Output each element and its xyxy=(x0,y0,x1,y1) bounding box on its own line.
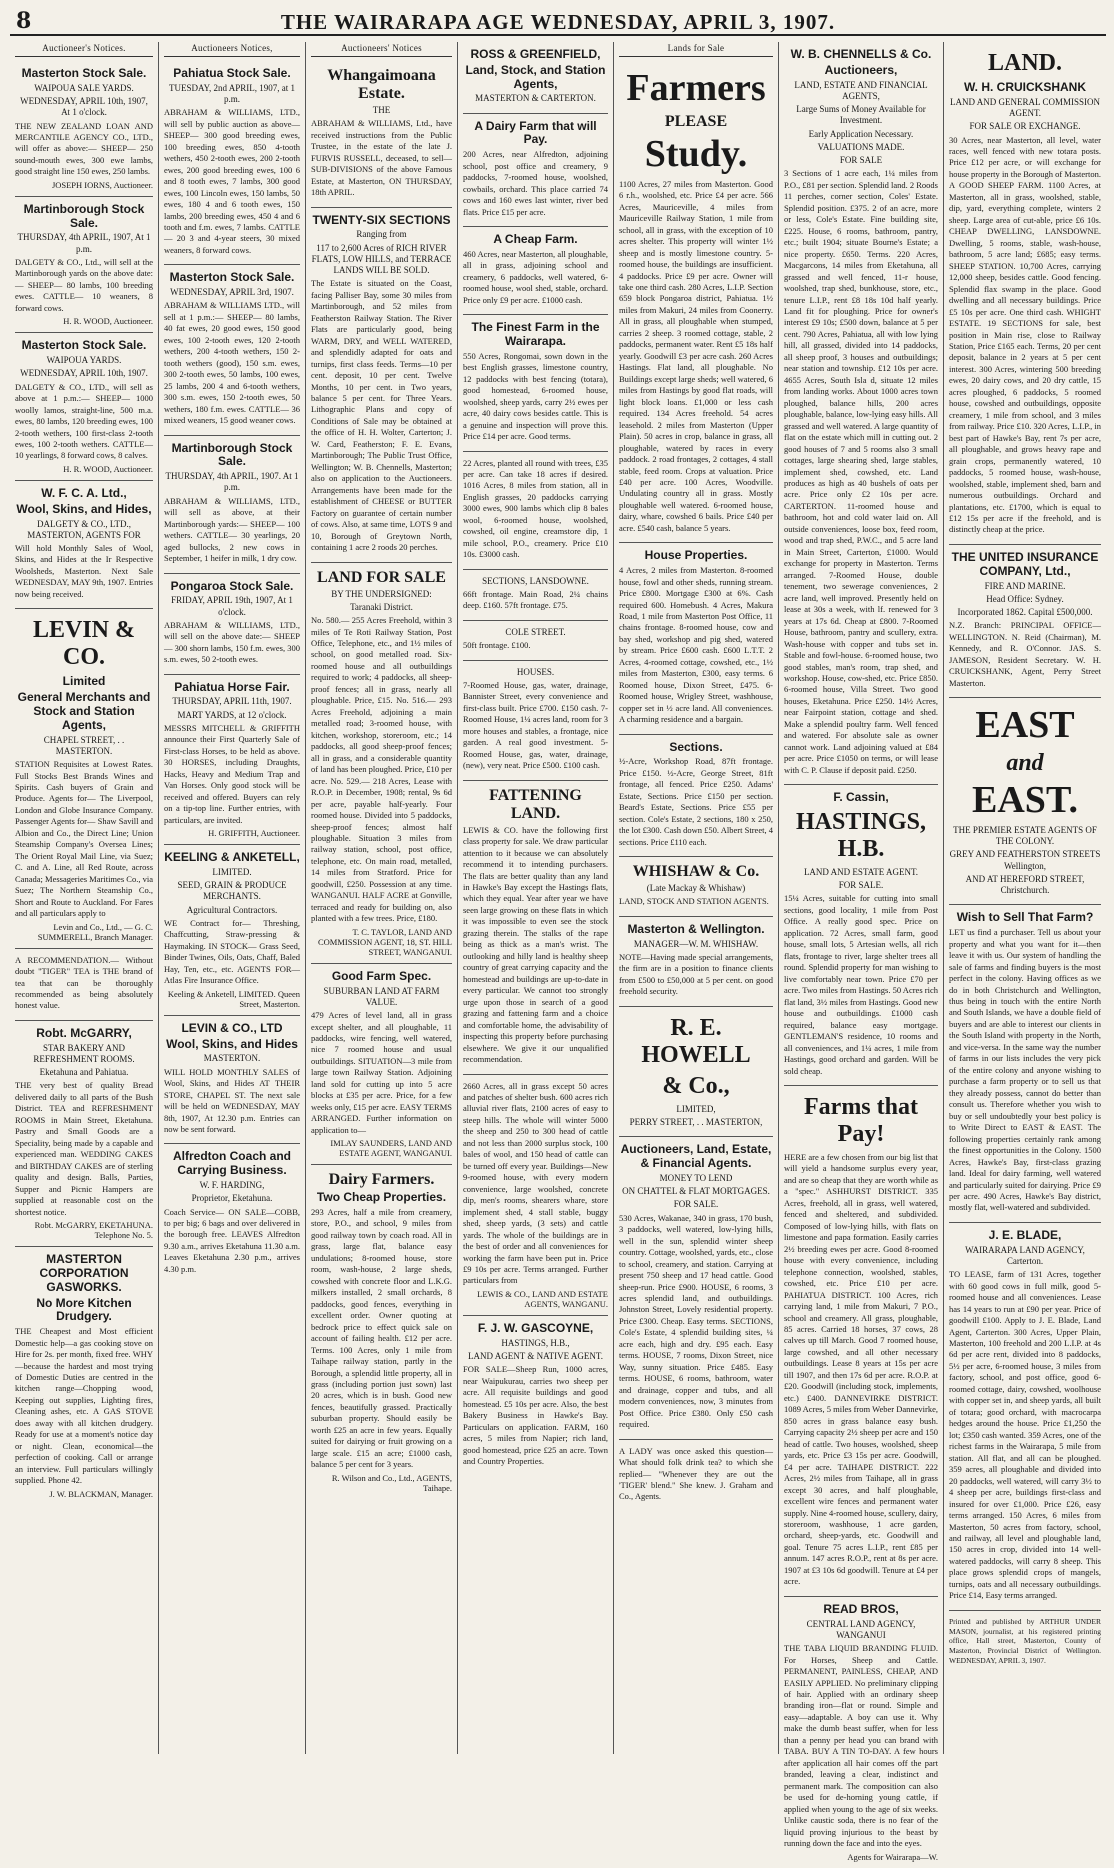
ad-body-text: Will hold Monthly Sales of Wool, Skins, and Hides at the Ir Respective Woolsheds, Masterton. Next Sale WEDNESDAY, MAY 9th, 1907. Entries now being received. xyxy=(15,543,153,599)
ad-body-text: THE very best of quality Bread delivered daily to all parts of the Bush District. TEA and REFRESHMENT ROOMS in Main Street, Eketahuna. Pastry and Small Goods are a Speciality, being made by a capable and experienced man. WEDDING CAKES and BIRTHDAY CAKES are of sterling quality and design. Balls, Parties, Supper and Picnic Hampers are supplied at reasonable cost on the shortest notice. xyxy=(15,1080,153,1217)
ad-subline: FOR SALE xyxy=(839,155,883,166)
advertisement xyxy=(463,781,608,1075)
advertisement xyxy=(15,61,153,197)
advertisement xyxy=(164,574,300,675)
advertisement xyxy=(463,1316,608,1476)
ad-heading: Pahiatua Stock Sale. xyxy=(173,66,291,80)
masthead xyxy=(10,6,1106,36)
ad-body-text: ABRAHAM & WILLIAMS LTD., will sell at 1 p.m.:— SHEEP— 80 lambs, 40 fat ewes, 20 good ewes, 150 good ewes, 100 2-tooth ewes, 120 2-tooth wethers, 200 4-tooth wethers, 150 2-tooth wethers (good), 150 s.m. ewes, 300 2-tooth ewes, 50 lambs, 100 ewes, 25 lambs, 200 4 and 6-tooth wethers, 300 s.m. ewes, 150 2-tooth ewes, 50 wethers, 180 f.m. ewes. CATTLE— 36 mixed weaners, 15 good weaner cows. xyxy=(164,300,300,426)
ad-signature: LEWIS & CO., LAND AND ESTATE AGENTS, WANGANU. xyxy=(477,1288,608,1309)
ad-heading: MASTERTON CORPORATION GASWORKS. xyxy=(39,1252,129,1294)
ad-subline: PERRY STREET, . . MASTERTON, xyxy=(629,1117,763,1128)
advertisement xyxy=(784,1597,938,1868)
ad-heading: Auctioneers, xyxy=(824,62,898,77)
ad-body-text: 1100 Acres, 27 miles from Masterton. Good 6 r.h., woolshed, etc. Price £4 per acre. 566 Acres, Mauriceville, 4 miles from Mauriceville Railway Station, 1 mile from school, all in grass, with the exception of 10 acres shelter. This property will winter 1½ sheep and is mostly limestone country. 5-roomed house, the buildings are insufficient. 4 paddocks. Price £9 per acre. Owner will take one third cash. 280 Acres, L.I.P. Section 659 block Pongaroa district, Pahiatua. 1½ miles from Makuri, 24 miles from Coonerry. All in grass, all ploughable when stumped, carries 2 sheep. 3 roomed cottage, stable, 2 paddocks, permanent water. Rent £5 18s half yearly. Goodwill £3 per acre cash. 260 Acres Hastings. Flat land, all ploughable. No Buildings except large sheds; well watered, 6 miles from Hastings by good flat roads, will light block loans. £1,000 or less cash required. 134 Acres freehold. 54 acres leasehold. 2 miles from Masterton (Upper Plain). 50 acres in crop, balance in grass, all ploughable, watered by races in every paddock. 2 road frontages, 2 cottages, 4 stall stable, feed room. Crops at valuation. Price £40 per acre. 100 Acres, Woodville. Undulating country all in grass. Mostly ploughable well watered. 6-roomed house, dairy, whare, cowshed 6 bails. Price £40 per acre. £540 cash, balance 5 years. xyxy=(619,178,773,533)
ad-signature: H. GRIFFITH, Auctioneer. xyxy=(208,828,300,839)
ad-body-text: TO LEASE, farm of 131 Acres, together with 60 good cows in full milk, good 5-roomed house and all conveniences. Lease has 14 years to run at £90 per year. Price of goodwill £100. Apply to J. E. Blade, Land Agent, Carterton. 300 Acres, Upper Plain, Masterton, 100 freehold and 200 L.I.P. at 4s 6d per acre rent, divided into 8 paddocks, 5½ per acre, 6-roomed house, 3 miles from factory, school, and post office, good 6-roomed cottage, dairy, cowshed, woolhouse with copper set in, and sheep yards, all built of totara; good orchard, with macrocarpa hedges around the house. Price £1,250 the lot; £350 cash wanted. 359 Acres, one of the richest farms in the Wairarapa, 5 mile from station. All flat, and all can be ploughed. 359 acres, all ploughable and divided into 20 paddocks, well watered, will carry 3½ to 4 sheep per acre, buildings first-class and insured for over £1,000. Price £26, easy terms arranged. 150 Acres, 6 miles from Masterton, 50 acres from factory, school, and railway, all level and ploughable land, 150 acres in crop, divided into 14 well-watered paddocks, will carry 8 sheep. This place grows splendid crops of mangels, turnips, oats and all necessary outbuildings. Price £14, Easy terms arranged. xyxy=(949,1269,1101,1601)
ad-subline: THE PREMIER ESTATE AGENTS OF THE COLONY. xyxy=(953,824,1097,847)
advertisement xyxy=(164,675,300,846)
advertisement xyxy=(311,61,452,208)
advertisement xyxy=(15,481,153,609)
ad-heading: KEELING & ANKETELL, xyxy=(164,850,300,865)
advertisement xyxy=(311,208,452,563)
ad-signature: Levin and Co., Ltd., — G. C. SUMMERELL, Branch Manager. xyxy=(37,921,153,942)
advertisement xyxy=(463,114,608,227)
advertisement xyxy=(164,436,300,574)
ad-body-text: 15¼ Acres, suitable for cutting into small sections, good locality, 1 mile from Post Office. A really good spec. Price on application. 72 Acres, small farm, good house, small lots, 5 Artesian wells, all rich flats, frontage to river, large shelter trees all round. Splendid property for man wishing to live comfortably near town. Price £70 per acre. Two miles from Hastings. 50 Acres rich flat land, 3½ miles from Hastings. Good new house and outbuildings. £1000 cash required, balance easy mortgage. GENTLEMAN'S residence, 10 rooms and all conveniences, and 1¼ acres, 1 mile from Hastings, good orchard and garden. Will be sold cheap. xyxy=(784,893,938,1076)
ad-heading: Wish to Sell That Farm? xyxy=(956,910,1094,925)
ad-subline: CENTRAL LAND AGENCY, WANGANUI xyxy=(806,1618,916,1640)
ad-body-text: FOR SALE—Sheep Run, 1000 acres, near Waipukurau, carries two sheep per acre. All requisite buildings and good homestead. £5 10s per acre. Also, the best Bakery Business in Hawke's Bay. Particulars on application. FARM, 160 acres, 5 miles from Napier; rich land, good homestead, price £25 an acre. Town and Country Properties. xyxy=(463,1364,608,1466)
ad-subline: DALGETY & CO., LTD., MASTERTON, AGENTS FOR xyxy=(27,518,141,540)
ad-body-text: ABRAHAM & WILLIAMS, Ltd., have received instructions from the Public Trustee, in the estate of the late J. FURVIS RUSSELL, deceased, to sell— SUB-DIVISIONS of the above Famous Estate, at Masterton, ON THURSDAY, 18th APRIL. xyxy=(311,118,452,198)
ad-subline: MASTERTON & CARTERTON. xyxy=(475,93,596,104)
column-3 xyxy=(305,42,457,1754)
advertisement xyxy=(619,61,773,543)
ad-body-text: 2660 Acres, all in grass except 50 acres and patches of shelter bush. 600 acres rich alluvial river flats, 2100 acres of easy to steep hills. The whole will winter 5000 the sheep and 250 to 300 head of cattle and not less than 2000 surplus stock, 100 bales of wool, and 150 head of cattle can be turned off every year. Buildings—New 9-roomed house, with every modern convenience, large woolshed, concrete dip, men's rooms, shearers whare, store implement shed, 4 stall stable, buggy shed, sheep yards, (3 sets) and cattle yards. The whole of the buildings are in the best of order and all conveniences for working the farm have been put in. Price £9 10s per acre. Terms arranged. Further particulars from xyxy=(463,1080,608,1286)
ad-body-text: The Estate is situated on the Coast, facing Palliser Bay, some 30 miles from Martinborough, and 52 miles from Featherston Railway Station. The River Flats are particularly good, being WARM, DRY, and WELL WATERED, and splendidly adapted for oats and turnips, first class feeds. Terms—10 per cent. deposit, 10 per cent. Twelve Months, 10 per cent. in Two years, balance 5 per cent. for Three Years. Lithographic Plans and copy of Conditions of Sale may be obtained at the office of H. H. Wolter, Carterton; J. W. Card, Featherston; F. E. Evans, Martinborough; The Public Trust Office, Wellington; W. B. Chennells, Masterton; also on application to the Auctioneers. Arrangements have been made for the establishment of CHEESE or BUTTER Factory on guarantee of certain number of cows. Also, at same time, LOTS 9 and 10, Borough of Greytown North, containing 1 acre 2 roods 20 perches. xyxy=(311,278,452,553)
ad-subline: Early Application Necessary. xyxy=(808,128,914,139)
ad-subline: FOR SALE. xyxy=(838,880,884,891)
ad-heading: Auctioneers, Land, Estate, & Financial Agents. xyxy=(620,1142,772,1171)
ad-body-text: STATION Requisites at Lowest Rates. Full Stocks Best Brands Wines and Spirits. Cash buyers of Grain and Produce. Agents for— The Liverpool, London and Globe Insurance Company. Passenger Agents for— Shaw Savill and Albion and Co., the Direct Line; Union Steamship Company's Oversea Lines; The Orient Royal Mail Line, via Suez; C. and A. Line, all Red Route, across Canada; Messageries Maritimes Co., via Suez; The Northern Steamship Co., Short and Route to Auckland. For Fares and all particulars apply to xyxy=(15,759,153,919)
ad-subline: HASTINGS, H.B., xyxy=(501,1337,570,1348)
ad-subline: W. F. HARDING, xyxy=(199,1180,265,1191)
advertisement xyxy=(311,964,452,1165)
ad-body-text: THE Cheapest and Most efficient Domestic help—a gas cooking stove on Hire for 2s. per month, fixed free. WHY—because the hardest and most trying of Domestic Duties are centred in the kitchen range—Chopping wood, Keeping out supplies, Lighting fires, Cleaning ashes, etc. A GAS STOVE does away with all kitchen drudgery. Ready for use at a moment's notice day or night. Clean, economical—the perfection of cooking. Call or arrange an interview. Full particulars willingly supplied. Phone 42. xyxy=(15,1326,153,1486)
ad-signature: J. W. BLACKMAN, Manager. xyxy=(49,1488,153,1499)
ad-heading: Masterton Stock Sale. xyxy=(169,270,295,285)
ad-heading: Limited xyxy=(62,674,106,689)
ad-signature: H. R. WOOD, Auctioneer. xyxy=(63,463,153,474)
ad-heading: ROSS & GREENFIELD, xyxy=(470,47,601,61)
ad-heading: Masterton Stock Sale. xyxy=(21,66,147,80)
ad-subline: FOR SALE. xyxy=(673,1199,719,1210)
ad-heading: FATTENING LAND. xyxy=(489,786,582,822)
ad-subline: LAND, ESTATE AND FINANCIAL AGENTS, xyxy=(794,79,928,101)
column-heading: Auctioneers Notices, xyxy=(164,42,300,57)
ad-body-text: N.Z. Branch: PRINCIPAL OFFICE—WELLINGTON. N. Reid (Chairman), M. Kennedy, and R. O'Connor. JAS. S. JAMESON, Resident Secretary. W. H. CRUICKSHANK, Agent, Perry Street Masterton. xyxy=(949,620,1101,688)
advertisement xyxy=(15,1021,153,1247)
ad-body-text: DALGETY & CO., Ltd., will sell at the Martinborough yards on the above date:— SHEEP— 80 lambs, 100 breeding ewes. CATTLE— 10 weaners, 8 forward cows. xyxy=(15,256,153,313)
ad-heading: Robt. McGARRY, xyxy=(36,1025,132,1040)
ad-subline: SEED, GRAIN & PRODUCE MERCHANTS. xyxy=(177,880,287,902)
column-5 xyxy=(613,42,778,1754)
advertisement xyxy=(15,949,153,1021)
ad-heading: WHISHAW & Co. xyxy=(632,863,760,881)
column-heading: Auctioneer's Notices. xyxy=(15,42,153,57)
ad-body-text: 200 Acres, near Alfredton, adjoining school, post office and creamery, 9 paddocks, 7-roomed house, woolshed, cowbails, orchard. This place carried 74 cows and 160 ewes last winter, river bed flats. Price £15 per acre. xyxy=(463,149,608,217)
advertisement xyxy=(164,1016,300,1145)
advertisement xyxy=(784,785,938,1086)
advertisement xyxy=(949,42,1101,545)
ad-heading: F. J. W. GASCOYNE, xyxy=(477,1320,594,1335)
ad-body-text: WILL HOLD MONTHLY SALES of Wool, Skins, and Hides AT THEIR STORE, CHAPEL ST. The next sale will be held on WEDNESDAY, MAY 8th, 1907, At 12.30 p.m. Entries can now be sent forward. xyxy=(164,1066,300,1134)
ad-body-text: 3 Sections of 1 acre each, 1¼ miles from P.O., £81 per section. Splendid land. 2 Roods 11 perches, corner section, Coles' Estate. Splendid position. £375. 2 of an acre, more or less, Cole's Estate. Fine building site, £225. House, 6 rooms, bathroom, pantry, etc.; built 1904; situate Bourne's Estate; a nice property. £650. Terms. 220 Acres, Macgarcons, 14 miles from Eketahuna, all grassed and well fenced, 11-r house, woolshed, trap shed, bunkhouse, store, etc., tenure L.I.P., rent £8 18s 10d half yearly. Land fit for ploughing. Price for owner's interest £9 10s; £500 down, balance at 5 per cent. 790 Acres, Pahiatua, all with low lying hill, all grassed, divided into 14 paddocks, all sheep proof, 3 houses and outbuildings; near station and township. £12 10s per acre. 4655 Acres, South Isla d, situate 12 miles from landing works. About 1000 acres town ploughed, balance hills, 200 acres ploughable, balance, low-lying easy hills. All grassed and well watered. A large quantity of flat on the estate which mill in cutting out. 2 good houses of 7 and 5 rooms also 3 small cottages, large shearing shed, large stables, implement shed, cowshed, etc. Land produces as high as 40 bushels of oats per acre. Price only £2 10s per acre. CARTERTON. 11-roomed house and bathroom, hot and cold water laid on. All outside conveniences, loose box, feed room, wood and trap shed, P.W.C., and 5 acre land in Main Street, Carterton, £1000. Would exchange for property in Masterton. Terms arranged. 7-Roomed House, double tenement, two sewerage conveniences, 2 acre land, well improved. Presently held on lease at 30s a week, with lf. renewed for 3 years at 17s 6d. Cheap at £800. 7-Roomed House, bathroom, pantry and scullery, extra. Wash-house with copper and tubs set in. Stable and fowl-house. 6-roomed house, two good stables, man's room, trap shed, and workshop. House, cow-shed, etc. Price £850. 6-roomed house, Villa Street. Two good houses, Eketahuna. Price £250. 14½ Acres, near Fairpoint station, cottage and shed. Make a splendid poultry farm. Well fenced and watered. For absolute sale as owner cannot work. Land adjoining valued at £84 per acre. Price £1050 on terms, or will lease with C. P. Clause if deposit paid. £250. xyxy=(784,168,938,775)
advertisement xyxy=(619,1137,773,1439)
ad-heading: PLEASE xyxy=(664,112,728,130)
advertisement xyxy=(619,735,773,858)
column-2 xyxy=(158,42,305,1754)
advertisement xyxy=(619,917,773,1007)
ad-signature: Keeling & Anketell, LIMITED. Queen Street, Masterton. xyxy=(167,988,300,1009)
ad-body-text: HERE are a few chosen from our big list that will yield a handsome surplus every year, and are so cheap that they are worth while as a "spec." ASHHURST DISTRICT. 335 Acres, freehold, all in grass, well watered, fenced and sheltered, and subdivided. Composed of low-lying hills, with flats on limestone and papa formation. Easily carries 2½ breeding ewes per acre. Good 8-roomed house with every convenience, including telephone connection, woolshed, stables, cowshed, etc. Price £10 per acre. PAHIATUA DISTRICT. 100 Acres, rich carrying land, 1 mile from Makuri, 7 P.O., school and creamery. All grass, ploughable, 85 acres. Carried 18 horses, 37 cows, 28 calves up till March. Good 7 roomed house, large cowshed, and all other necessary outbuildings. Lease 8 years at 15s per acre till 1907, and then 17s 6d per acre. R.O.P. at £20. Goodwill (including stock, implements, etc.) £400. DANNEVIRKE DISTRICT. 1089 Acres, 5 miles from Weber Dannevirke, 850 acres in grass balance easy bush. Carrying capacity 2½ sheep per acre and 150 head of cattle. Two houses, woolshed, sheep yards, etc. Price £3 15s per acre. Goodwill, £4 per acre. TAIHAPE DISTRICT. 222 Acres, 2½ miles from Taihape, all in grass except 30 acres, and half ploughable, excellent wire fences and permanent water supply. Nine 4-roomed house, scullery, dairy, storeroom, washhouse, 1 acre garden, orchard, sheep-yards, etc. Goodwill and goal. Tenure 75 acres L.I.P., rent £85 per annum. 147 acres R.O.P., rent at 8s per acre. 1907 at £3 10s 6d goodwill. Tenure at £4 per acre. xyxy=(784,1151,939,1587)
ad-body-text: THE NEW ZEALAND LOAN AND MERCANTILE AGENCY CO., LTD., will offer as above:— SHEEP— 250 sound-mouth ewes, 300 ewe lambs, good straight line 150 ewes, 250 lambs. xyxy=(15,120,153,177)
ad-heading: General Merchants and Stock and Station Agents, xyxy=(17,690,151,732)
ad-body-text: 22 Acres, planted all round with trees, £35 per acre. Can take 18 acres if desired. 1016 Acres, 8 miles from station, all in English grasses, 20 paddocks carrying 3000 ewes, 900 lambs which clip 8 bales wool, 6-roomed house, woolshed, cowshed, oil engine, creamstore dip, 1 mile school, P.O., creamery. Price £10 10s. £3000 cash. xyxy=(463,457,608,560)
ad-heading: A Cheap Farm. xyxy=(493,232,578,247)
ad-subline: ON CHATTEL & FLAT MORTGAGES. xyxy=(622,1186,770,1197)
ad-heading: J. E. BLADE, xyxy=(988,1227,1062,1242)
column-1 xyxy=(10,42,158,1754)
ad-subline: MANAGER—W. M. WHISHAW. xyxy=(633,938,759,949)
ad-subline: THURSDAY, APRIL 11th, 1907. xyxy=(172,696,292,707)
ad-subline: WEDNESDAY, APRIL 10th, 1907, At 1 o'clock. xyxy=(20,96,148,118)
advertisement xyxy=(463,570,608,621)
ad-body-text: 50ft frontage. £100. xyxy=(463,640,531,651)
ad-subline: MART YARDS, at 12 o'clock. xyxy=(177,709,287,720)
ad-subline: BY THE UNDERSIGNED: xyxy=(331,588,432,599)
ad-subline: Taranaki District. xyxy=(350,601,413,612)
ad-subline: THURSDAY, 4th APRIL, 1907. At 1 p.m. xyxy=(165,471,299,493)
ad-signature: T. C. TAYLOR, LAND AND COMMISSION AGENT, 18, ST. HILL STREET, WANGANUI. xyxy=(317,926,452,957)
ad-subline: STAR BAKERY AND REFRESHMENT ROOMS. xyxy=(33,1042,135,1064)
ad-subline: TUESDAY, 2nd APRIL, 1907, at 1 p.m. xyxy=(168,82,295,105)
ad-signature: R. Wilson and Co., Ltd., AGENTS, Taihape. xyxy=(331,1472,452,1493)
ad-body-text: DALGETY & CO., LTD., will sell as above at 1 p.m.:— SHEEP— 1000 woolly lamos, straight-line, 500 m.a. ewes, 80 lambs, 120 breeding ewes, 100 2-tooth wethers, 100 first-class 2-tooth ewes, 100 2-tooth wethers. CATTLE— 10 yearlings, 8 forward cows, 8 calves. xyxy=(15,381,153,461)
ad-heading: LEVIN & CO., LTD xyxy=(181,1020,283,1035)
ad-subline: WAIPOUA YARDS. xyxy=(46,355,122,366)
advertisement xyxy=(784,42,938,785)
ad-heading: HASTINGS, H.B. xyxy=(795,808,927,862)
ad-heading: Alfredton Coach and Carrying Business. xyxy=(172,1149,291,1178)
ad-heading: LAND. xyxy=(987,50,1062,76)
ad-heading: Dairy Farmers. xyxy=(328,1171,435,1189)
ad-body-text: 4 Acres, 2 miles from Masterton. 8-roomed house, fowl and other sheds, running stream. Price £800. Mortgage £300 at 6%. Cash required 600. Homebush. 4 Acres, Makura Road, 1 mile from Masterton Post Office, 11 chains frontage. 8-roomed house, cow and bay shed, workshop and pig shed, watered by stream. Price £600 cash. £600 L.T.T. 2 Acres, 4-roomed cottage, cowshed, etc., 1½ miles from Masterton, £300, easy terms. 6 Roomed house, Dixon Street, £475. 6-Roomed house, Wrigley Street, washhouse, copper set in ½ acre land. All conveniences. A charming residence and a bargain. xyxy=(619,565,773,725)
ad-body-text: ABRAHAM & WILLIAMS, LTD., will sell on the above date:— SHEEP— 300 shorn lambs, 150 f.m. ewes, 300 s.m. ewes, 50 2-tooth ewes. xyxy=(164,619,300,665)
ad-heading: Pongaroa Stock Sale. xyxy=(170,578,294,593)
ad-body-text: 530 Acres, Wakanae, 340 in grass, 170 bush, 3 paddocks, well watered, low-lying hills, well in the sun, splendid winter sheep country. Cottage, woolshed, yards, etc., close to school, creamery, and station. Carrying at present 750 sheep and 17 head cattle. Good sheep-run. Price £900. HOUSE, 6 rooms, 3 acres splendid land, and outbuildings. Johnston Street, Lovely residential property. Price £300. Cheap. Easy terms. SECTIONS, Cole's Estate, 4 splendid building sites, ¼ acre each, high and dry. £95 each. Easy terms. HOUSE, 7 rooms, Dixon Street, nice Way, sunny situation. Price £485. Easy terms. HOUSE, 6 rooms, bathroom, water and drainage, copper and tubs, and all modern conveniences, now, 3 minutes from Post Office. Price £380. Only £50 cash required. xyxy=(619,1212,773,1430)
ad-subline: WEDNESDAY, APRIL 3rd, 1907. xyxy=(170,287,294,298)
ad-heading: READ BROS, xyxy=(823,1601,899,1616)
ad-subline: (Late Mackay & Whishaw) xyxy=(646,883,746,894)
ad-subline: HOUSES. xyxy=(516,666,555,677)
ad-subline: LAND AGENT & NATIVE AGENT. xyxy=(468,1350,603,1361)
ad-body-text: LAND, STOCK AND STATION AGENTS. xyxy=(619,896,769,907)
ad-body-text: LET us find a purchaser. Tell us about your property and what you want for it—then leave it with us. Our system of handling the sale of farms and finding buyers is the most perfect in the colony. Having offices as we do in both Christchurch and Wellington, thus being in touch with the entire North and South Islands, we have a double field of buyers and are able to interest our clients in the South Island with property in the North, and vice-versa. In the same way the number of farms in our lists includes the very pick of the entire colony and anyone wishing to purchase a farm property or to sell us that they already possess, cannot do better than consult us. Therefore whether you wish to buy or sell undoubtedly your best policy is to Write Direct to EAST & EAST. The following properties certainly rank among the finest opportunities in the Colony. 1500 Acres, Hawke's Bay, first-class grazing land. Ideal for dairy farming, well watered and particularly suited for dairying. Price £9 per acre. 490 Acres, Hawke's Bay district, mostly flat, well-watered and subdivided. xyxy=(949,927,1101,1213)
ad-subline: WAIRARAPA LAND AGENCY, Carterton. xyxy=(965,1244,1085,1266)
newspaper-title: THE WAIRARAPA AGE WEDNESDAY, APRIL 3, 1907. xyxy=(280,10,836,34)
ad-heading: Land, Stock, and Station Agents, xyxy=(465,62,606,91)
advertisement xyxy=(463,227,608,315)
ad-subline: SECTIONS, LANSDOWNE. xyxy=(482,575,589,586)
ad-subline: FIRE AND MARINE. xyxy=(984,580,1066,591)
ad-signature: Agents for Wairarapa—W. xyxy=(847,1851,938,1862)
advertisement xyxy=(463,452,608,570)
ad-body-text: MESSRS MITCHELL & GRIFFITH announce their First Quarterly Sale of First-class Horses, to be held as above. 30 HORSES, including Draughts, Hacks, Heavy and Medium Trap and Van Horses. Only good stock will be received and offered. Buyers can rely on a tip-top line. Further entries, with particulars, are invited. xyxy=(164,722,300,825)
ad-heading: Farms that Pay! xyxy=(804,1093,918,1147)
ad-heading: Study. xyxy=(644,132,748,175)
advertisement xyxy=(463,661,608,781)
advertisement xyxy=(463,1075,608,1316)
ad-heading: W. B. CHENNELLS & Co. xyxy=(790,47,932,61)
advertisement xyxy=(949,905,1101,1223)
advertisement xyxy=(463,621,608,661)
ad-body-text: THE TABA LIQUID BRANDING FLUID. For Horses, Sheep and Cattle. PERMANENT, PAINLESS, CHEAP, AND EASILY APPLIED. No preliminary clipping of hair. Applied with an ordinary sheep branding iron—flat or round. Simple and easy—adaptable. A boy can use it. Why make the dumb beast suffer, when for less than a penny per head you can brand with TABA. BUY A TIN TO-DAY. A few hours after application all hair comes off the part branded, leaving a clear, indistinct and permanent mark. The composition can also be used for de-horning young cattle, if applied when young to the age of six weeks. Unlike caustic soda, there is no fear of the liquid proving injurious to the beast by running down the face and into the eyes. xyxy=(784,1643,938,1849)
ad-heading: Good Farm Spec. xyxy=(331,968,432,983)
advertisement xyxy=(463,42,608,114)
advertisement xyxy=(463,315,608,451)
ad-subline: Large Sums of Money Available for Investment. xyxy=(796,104,926,126)
ad-heading: Martinborough Stock Sale. xyxy=(171,440,293,469)
ad-heading: Martinborough Stock Sale. xyxy=(23,201,145,230)
column-heading: Lands for Sale xyxy=(619,42,773,57)
ad-subline: 117 to 2,600 Acres of RICH RIVER FLATS, LOW HILLS, and TERRACE LANDS WILL BE SOLD. xyxy=(311,242,452,276)
ad-heading: Whangaimoana Estate. xyxy=(327,67,436,102)
ad-subline: CHAPEL STREET, . . MASTERTON. xyxy=(43,734,125,756)
ad-body-text: 479 Acres of level land, all in grass except shelter, and all ploughable, 11 paddocks, wire fencing, well watered, nice 7 roomed house and usual outbuildings. SITUATION—3 mile from large town Railway Station. Adjoining land sold for cutting up into 5 acre blocks at £35 per acre. Price, for a few weeks only, £15 per acre. EASY TERMS ARRANGED. Further information on application to— xyxy=(311,1010,452,1135)
ad-body-text: ABRAHAM & WILLIAMS, LTD., will sell as above, at their Martinborough yards:— SHEEP— 100 wethers. CATTLE— 30 yearlings, 20 aged bullocks, 2 new cows in September, 1 heifer in milk, 1 dry cow. xyxy=(164,495,300,564)
advertisement xyxy=(311,563,452,964)
ad-heading: Two Cheap Properties. xyxy=(316,1190,447,1205)
ad-body-text: 66ft frontage. Main Road, 2¼ chains deep. £160. 57ft frontage. £75. xyxy=(463,589,608,611)
column-heading: Auctioneers' Notices xyxy=(311,42,452,57)
ad-body-text: 550 Acres, Rongomai, sown down in the best English grasses, limestone country, 12 paddocks with best fencing (totara), good homestead, 6-roomed house, woolshed, sheep yards, carry 2½ ewes per acre, 40 dairy cows besides cattle. This is a genuine and inspection will prove this. Price £14 per acre. Good terms. xyxy=(463,350,608,442)
ad-subline: THE xyxy=(372,105,391,115)
ad-heading: W. H. CRUICKSHANK xyxy=(964,80,1086,94)
ad-subline: FRIDAY, APRIL 19th, 1907, At 1 o'clock. xyxy=(171,595,293,617)
advertisement xyxy=(15,197,153,333)
ad-subline: SUBURBAN LAND AT FARM VALUE. xyxy=(323,985,440,1007)
ad-heading: TWENTY-SIX SECTIONS xyxy=(312,212,451,227)
advertisement xyxy=(15,1247,153,1505)
ad-subline: Ranging from xyxy=(356,229,407,240)
ad-heading: W. F. C. A. Ltd., xyxy=(41,485,127,500)
ad-subline: LAND AND GENERAL COMMISSION AGENT. xyxy=(950,96,1100,119)
ad-subline: Agricultural Contractors. xyxy=(186,904,278,915)
ad-subline: FOR SALE OR EXCHANGE. xyxy=(969,121,1081,132)
ad-subline: VALUATIONS MADE. xyxy=(817,141,905,152)
advertisement xyxy=(15,333,153,481)
ad-heading: Masterton Stock Sale. xyxy=(21,338,147,353)
ad-body-text: 293 Acres, half a mile from creamery, store, P.O., and school, 9 miles from good railway town by coach road. All in grass, large flat, balance easy undulations; 8-roomed house, store room, wash-house, 2 large sheds, cowshed with concrete floor and L.K.G. milkers installed, 2 small orchards, 8 paddocks, good fences, everything in excellent order. Owner quoting at bedrock price to effect quick sale on account of failing health. £12 per acre. Terms. 100 Acres, only 1 mile from Taihape railway station, partly in the Borough, a splendid little property, all in grass (including portion just sown) last 20 acres, which is in bush. Good new fences, beautifully grassed. Practically suburban property. Should easily be worth £25 an acre in few years. Equally suited for dairying or fruit growing on a large scale. £15 an acre; £1000 cash, balance 5 per cent for 3 years. xyxy=(311,1206,452,1470)
ad-body-text: A LADY was once asked this question— What should folk drink tea? to which she replied— "Whenever they are out the 'TIGER' blend." She knew. J. Graham and Co., Agents. xyxy=(619,1445,773,1502)
advertisement xyxy=(164,845,300,1016)
ad-heading: Masterton & Wellington. xyxy=(627,921,765,936)
ad-heading: Sections. xyxy=(669,739,723,754)
ad-body-text: ½-Acre, Workshop Road, 87ft frontage. Price £150. ½-Acre, George Street, 81ft frontage, all fenced. Price £250. Adams' Estate, Sections. Price £150 per section. Beard's Estate, Sections. Price £55 per section. Cole's Estate, 2 sections, 180 x 250, the lot £300. Cash down £50. Albert Street, 4 sections. Price £110 each. xyxy=(619,756,773,847)
advertisement xyxy=(311,1165,452,1499)
advertisement xyxy=(619,1440,773,1511)
ad-body-text: WE Contract for— Threshing, Chaffcutting, Straw-pressing & Haymaking. IN STOCK— Grass Seed, Binder Twines, Oils, Oats, Chaff, Baled Hay, Ten, etc., etc. AGENTS FOR— Atlas Fire Insurance Office. xyxy=(164,917,300,986)
advertisement xyxy=(784,1086,938,1597)
ad-heading: F. Cassin, xyxy=(833,790,889,805)
ad-signature: JOSEPH IORNS, Auctioneer. xyxy=(51,179,153,190)
newspaper-page xyxy=(10,6,1106,1862)
ad-body-text: Coach Service— ON SALE—COBB, to per big; 6 bags and over delivered in the borough free. LEAVES Alfredton 9.30 a.m., arrives Eketahuna 11.30 a.m. Leaves Eketahuna 2.30 p.m., arrives 4.30 p.m. xyxy=(164,1206,300,1274)
ad-subline: COLE STREET. xyxy=(505,626,566,637)
ad-body-text: 7-Roomed House, gas, water, drainage, Bannister Street, every convenience and first-class built. Price £700. £150 cash. 7-Roomed House, 1¼ acres land, room for 3 more houses and stables, a frontage, nice garden. A real good investment. 5-Roomed House, gas, water, drainage, (new), very neat. Price £500. £100 cash. xyxy=(463,679,608,771)
advertisement xyxy=(949,545,1101,698)
advertisement xyxy=(619,543,773,734)
ad-subline: MONEY TO LEND xyxy=(659,1172,733,1183)
advertisement xyxy=(15,609,153,948)
advertisement xyxy=(619,857,773,917)
ad-heading: Pahiatua Horse Fair. xyxy=(174,679,290,694)
ad-subline: THURSDAY, 4th APRIL, 1907, At 1 p.m. xyxy=(17,232,151,254)
ad-heading: Wool, Skins, and Hides xyxy=(166,1036,298,1051)
ad-heading: EAST xyxy=(975,704,1075,747)
ad-subline: GREY AND FEATHERSTON STREETS Wellington, xyxy=(949,849,1101,871)
ad-signature: H. R. WOOD, Auctioneer. xyxy=(63,316,153,327)
advertisement xyxy=(949,1223,1101,1611)
ad-heading: LEVIN & CO. xyxy=(32,617,135,671)
ad-body-text: No. 580.— 255 Acres Freehold, within 3 miles of Te Roti Railway Station, Post Office, Telephone, etc., and 1½ miles of school, on good metalled road. Six-roomed house and all outbuildings required to work; 4 paddocks, all sheep-proof fences; all in grass, nearly all ploughable. Price, £15. No. 516.— 293 Acres Freehold, adjoining a main metalled road; 3-roomed house, with kitchen, workshop, storeroom, etc.; 14 paddocks, all good sheep-proof fences; all in grass, and a considerable quantity of land has been ploughed. Price, £10 per acre. No. 529.— 218 Acres, Lease with R.O.P. in December, 1908; rental, 9s 6d per acre, payable half-yearly. Four roomed house. Divided into 5 paddocks, sheep-proof fences; almost half ploughable. Situation 3 miles from railway station, school, post office, telephone, etc. On main road, metalled, 14 miles from Stratford. Price for goodwill, £250. Possession at any time. WANGANUI. HALF ACRE at Gonville, terraced and ready for building on, also planted with a few trees. Price, £180. xyxy=(311,615,452,924)
printer-imprint: Printed and published by ARTHUR UNDER MASON, journalist, at his registered printing office, Hall street, Masterton, County of Masterton, Provincial District of Wellington. WEDNESDAY, APRIL 3, 1907. xyxy=(949,1616,1101,1665)
ad-heading: EAST. xyxy=(972,779,1078,821)
ad-subline: Incorporated 1862. Capital £500,000. xyxy=(957,607,1093,618)
ad-body-text: 460 Acres, near Masterton, all ploughable, all in grass, adjoining school and creamery, 6 paddocks, well watered, 6-roomed house, wool shed, stable, orchard. Price only £9 per acre. £1000 cash. xyxy=(463,248,608,305)
column-4 xyxy=(457,42,613,1754)
advertisement xyxy=(619,1007,773,1138)
ad-subline: Head Office: Sydney. xyxy=(986,593,1064,604)
advertisement xyxy=(949,698,1101,905)
advertisement xyxy=(164,1144,300,1283)
ad-subline: LIMITED. xyxy=(212,866,252,877)
ad-heading: and xyxy=(1006,750,1044,776)
advertisement xyxy=(164,265,300,435)
ad-heading: No More Kitchen Drudgery. xyxy=(36,1295,132,1324)
ad-body-text: ABRAHAM & WILLIAMS, LTD., will sell by public auction as above— SHEEP— 300 good breeding ewes, 100 breeding ewes, 850 4-tooth wethers, 450 2-tooth ewes, 200 2-tooth ewes, 200 good breeding ewes, 100 6 and 8 tooth ewes, 7 lambs, 300 good ewes, 100 Lincoln ewes, 150 lambs, 50 ewes, 180 4 and 6 tooth ewes, 150 lambs, 200 breeding ewes, 450 4 and 6 tooth and f.m. ewes, 7 lambs. CATTLE— 20 3 and 4-year steers, 30 mixed weaners, 8 forward cows. xyxy=(164,107,300,255)
ad-body-text: 30 Acres, near Masterton, all level, water races, well fenced with new totara posts. Price £12 per acre, or will exchange for house property in the Borough of Masterton. A GOOD SHEEP FARM. 1100 Acres, at Masterton, all in grass, woolshed, stable, dip, yard, everything complete, winters 2 sheep. Large area of cut-able, price £6 10s. CHEAP DWELLING, LANSDOWNE. Dwelling, 5 rooms, stable, wash-house, bathroom, 5 acre land; £685; easy terms. SHEEP STATION. 10,700 Acres, carrying 12,000 sheep, besides cattle. Good fencing. Splendid flax swamp in the place. Good dwelling and all necessary buildings. Price £5 10s per acre. One third cash. WHIGHT ESTATE. 19 SECTIONS for sale, best position in Main rise, close to Railway Station, Price £165 each. Terms, 20 per cent deposit, balance in 2 years at 5 per cent interest. 300 Acres, wintering 500 breeding ewes, 20 dairy cows, and 20 dry cattle, 15 acres ploughed, 6 paddocks, 5 roomed house, cowshed and outbuildings, opposite creamery, 1 mile from school, and 3 miles from railway. Price £10. 320 Acres, L.I.P., in best part of Hawke's Bay, rent 7s per acre, all ploughable, and grows heavy rape and grain crops, permanently watered, 10 paddocks, 5 roomed house, wash-house, woolshed, stable, implement shed, barn and numerous outbuildings. Orchard and plantations, etc. £1700, which is equal to £12 15s per acre if the freehold, and is distinctly cheap at the price. xyxy=(949,134,1101,535)
ad-subline: MASTERTON. xyxy=(203,1053,261,1064)
ad-heading: & Co., xyxy=(662,1072,730,1099)
column-7 xyxy=(943,42,1106,1754)
ad-subline: AND AT HEREFORD STREET, Christchurch. xyxy=(965,873,1085,896)
ad-subline: WEDNESDAY, APRIL 10th, 1907. xyxy=(20,368,148,379)
ad-body-text: LEWIS & CO. have the following first class property for sale. We draw particular attention to it because we can absolutely recommend it to intending purchasers. The flats are better quality than any land in Hawke's Bay except the Hastings flats, which they equal. Year after year we have seen large growing on these flats in which it was impossible to even see the stock grazing therein. The stalks of the rape being as thick as a man's wrist. The outlooking and hilly land is healthy sheep country of great carrying capacity and the homestead and buildings are up-to-date in every particular. We cannot too strongly urge upon those in search of a good grazing and fattening farm and a choice and comfortable home, the advisability of inspecting this property before purchasing elsewhere. We give it our unqualified recommendation. xyxy=(463,824,608,1065)
ad-heading: THE UNITED INSURANCE COMPANY, Ltd., xyxy=(951,549,1099,578)
ad-heading: Wool, Skins, and Hides, xyxy=(16,501,152,516)
page-number: 8 xyxy=(16,8,32,34)
ad-heading: A Dairy Farm that will Pay. xyxy=(474,118,597,147)
advertisement xyxy=(164,61,300,265)
ad-signature: IMLAY SAUNDERS, LAND AND ESTATE AGENT, WANGANUI. xyxy=(330,1138,452,1159)
ad-signature: Robt. McGARRY, EKETAHUNA. Telephone No. 5. xyxy=(34,1220,153,1241)
ad-subline: LAND AND ESTATE AGENT. xyxy=(803,866,919,877)
ad-body-text: A RECOMMENDATION.— Without doubt "TIGER" TEA is THE brand of tea that can be thoroughly recommended as being absolutely honest value. xyxy=(15,954,153,1011)
ad-subline: Proprietor, Eketahuna. xyxy=(191,1193,273,1204)
ad-heading: R. E. HOWELL xyxy=(641,1014,751,1068)
ad-heading: House Properties. xyxy=(644,548,748,563)
ad-subline: Eketahuna and Pahiatua. xyxy=(39,1067,129,1078)
ad-subline: LIMITED, xyxy=(676,1103,716,1114)
ad-heading: Farmers xyxy=(626,67,766,109)
ad-body-text: NOTE—Having made special arrangements, the firm are in a position to finance clients from £500 to £50,000 at 5 per cent. on good freehold security. xyxy=(619,951,773,997)
ad-heading: LAND FOR SALE xyxy=(317,568,446,586)
ad-subline: WAIPOUA SALE YARDS. xyxy=(34,82,134,93)
ad-heading: The Finest Farm in the Wairarapa. xyxy=(471,320,600,348)
column-6 xyxy=(778,42,943,1862)
